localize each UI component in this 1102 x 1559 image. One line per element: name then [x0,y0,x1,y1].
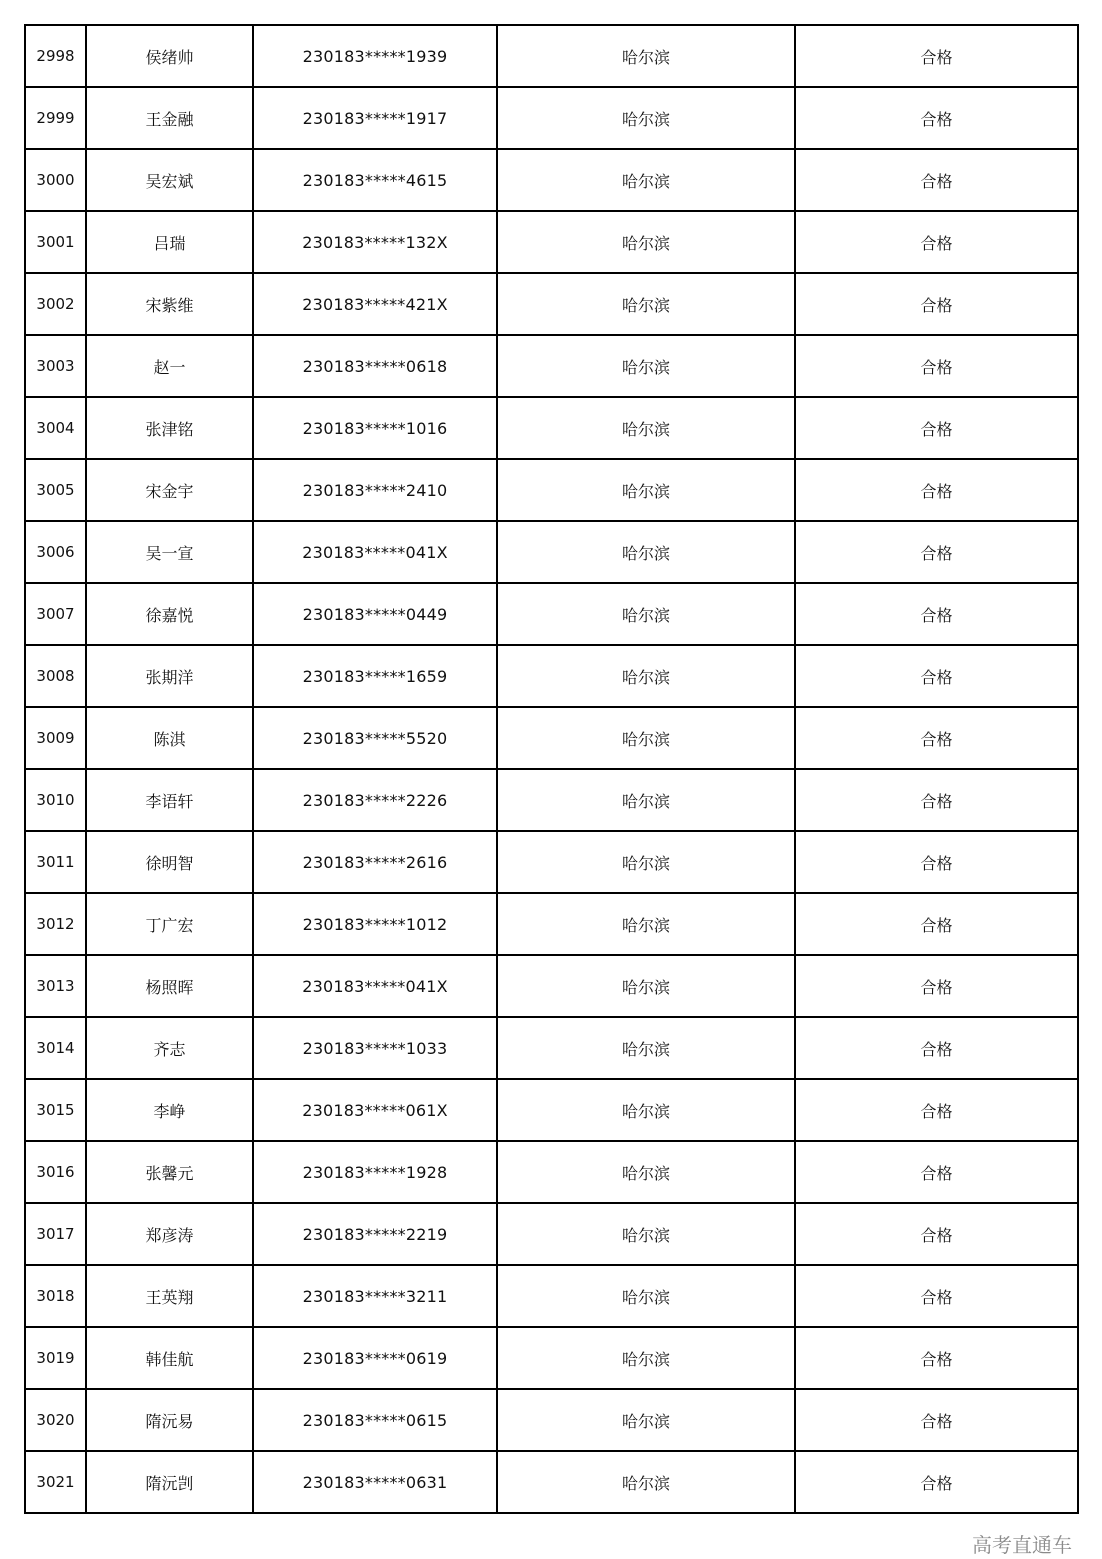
name-cell: 王英翔 [86,1265,253,1327]
id-number-cell: 230183*****1928 [253,1141,497,1203]
row-number-cell: 3016 [25,1141,86,1203]
row-number-cell: 3015 [25,1079,86,1141]
id-number-cell: 230183*****5520 [253,707,497,769]
table-row [25,87,1078,149]
name-cell: 陈淇 [86,707,253,769]
id-number-cell: 230183*****4615 [253,149,497,211]
row-number-cell: 3010 [25,769,86,831]
id-number-cell: 230183*****3211 [253,1265,497,1327]
name-cell: 徐嘉悦 [86,583,253,645]
name-cell: 隋沅剀 [86,1451,253,1513]
result-cell: 合格 [795,1327,1078,1389]
name-cell: 徐明智 [86,831,253,893]
city-cell: 哈尔滨 [497,645,795,707]
row-number-cell: 3011 [25,831,86,893]
city-cell: 哈尔滨 [497,955,795,1017]
result-cell: 合格 [795,583,1078,645]
city-cell: 哈尔滨 [497,1451,795,1513]
city-cell: 哈尔滨 [497,769,795,831]
table-row [25,211,1078,273]
id-number-cell: 230183*****1939 [253,25,497,87]
name-cell: 李峥 [86,1079,253,1141]
table-row [25,1017,1078,1079]
result-cell: 合格 [795,645,1078,707]
result-cell: 合格 [795,1451,1078,1513]
table-row [25,1265,1078,1327]
name-cell: 宋金宇 [86,459,253,521]
table-row [25,397,1078,459]
id-number-cell: 230183*****041X [253,955,497,1017]
name-cell: 张期洋 [86,645,253,707]
result-cell: 合格 [795,1141,1078,1203]
table-row [25,25,1078,87]
row-number-cell: 3000 [25,149,86,211]
city-cell: 哈尔滨 [497,1079,795,1141]
roster-table-body [25,25,1078,1513]
row-number-cell: 3013 [25,955,86,1017]
row-number-cell: 2999 [25,87,86,149]
result-cell: 合格 [795,273,1078,335]
row-number-cell: 3005 [25,459,86,521]
id-number-cell: 230183*****0615 [253,1389,497,1451]
table-row [25,1451,1078,1513]
table-row [25,955,1078,1017]
table-row [25,831,1078,893]
city-cell: 哈尔滨 [497,1017,795,1079]
table-row [25,1203,1078,1265]
name-cell: 吴宏斌 [86,149,253,211]
city-cell: 哈尔滨 [497,831,795,893]
city-cell: 哈尔滨 [497,149,795,211]
id-number-cell: 230183*****132X [253,211,497,273]
name-cell: 王金融 [86,87,253,149]
result-cell: 合格 [795,1203,1078,1265]
city-cell: 哈尔滨 [497,273,795,335]
table-row [25,1327,1078,1389]
row-number-cell: 3018 [25,1265,86,1327]
name-cell: 杨照晖 [86,955,253,1017]
id-number-cell: 230183*****2616 [253,831,497,893]
id-number-cell: 230183*****2226 [253,769,497,831]
id-number-cell: 230183*****0618 [253,335,497,397]
id-number-cell: 230183*****1033 [253,1017,497,1079]
city-cell: 哈尔滨 [497,397,795,459]
result-cell: 合格 [795,1079,1078,1141]
city-cell: 哈尔滨 [497,335,795,397]
result-cell: 合格 [795,397,1078,459]
city-cell: 哈尔滨 [497,1203,795,1265]
table-row [25,893,1078,955]
name-cell: 赵一 [86,335,253,397]
name-cell: 吴一宣 [86,521,253,583]
result-cell: 合格 [795,1389,1078,1451]
id-number-cell: 230183*****421X [253,273,497,335]
row-number-cell: 3002 [25,273,86,335]
city-cell: 哈尔滨 [497,1265,795,1327]
result-cell: 合格 [795,149,1078,211]
row-number-cell: 3020 [25,1389,86,1451]
name-cell: 李语轩 [86,769,253,831]
table-row [25,645,1078,707]
name-cell: 韩佳航 [86,1327,253,1389]
table-row [25,459,1078,521]
result-cell: 合格 [795,459,1078,521]
id-number-cell: 230183*****0631 [253,1451,497,1513]
city-cell: 哈尔滨 [497,1327,795,1389]
row-number-cell: 3019 [25,1327,86,1389]
result-cell: 合格 [795,769,1078,831]
result-cell: 合格 [795,1265,1078,1327]
result-cell: 合格 [795,211,1078,273]
id-number-cell: 230183*****061X [253,1079,497,1141]
name-cell: 张馨元 [86,1141,253,1203]
table-row [25,273,1078,335]
result-cell: 合格 [795,87,1078,149]
table-row [25,769,1078,831]
name-cell: 宋紫维 [86,273,253,335]
table-row [25,1389,1078,1451]
row-number-cell: 3012 [25,893,86,955]
row-number-cell: 3001 [25,211,86,273]
city-cell: 哈尔滨 [497,893,795,955]
name-cell: 齐志 [86,1017,253,1079]
city-cell: 哈尔滨 [497,583,795,645]
row-number-cell: 3021 [25,1451,86,1513]
row-number-cell: 3008 [25,645,86,707]
result-cell: 合格 [795,955,1078,1017]
table-row [25,707,1078,769]
id-number-cell: 230183*****0619 [253,1327,497,1389]
id-number-cell: 230183*****1659 [253,645,497,707]
table-row [25,583,1078,645]
name-cell: 郑彦涛 [86,1203,253,1265]
row-number-cell: 3003 [25,335,86,397]
city-cell: 哈尔滨 [497,25,795,87]
result-cell: 合格 [795,1017,1078,1079]
name-cell: 张津铭 [86,397,253,459]
watermark-text: 高考直通车 [972,1533,1072,1557]
city-cell: 哈尔滨 [497,87,795,149]
table-row [25,1079,1078,1141]
result-cell: 合格 [795,25,1078,87]
table-row [25,521,1078,583]
table-row [25,1141,1078,1203]
row-number-cell: 3009 [25,707,86,769]
city-cell: 哈尔滨 [497,211,795,273]
result-cell: 合格 [795,831,1078,893]
name-cell: 吕瑞 [86,211,253,273]
row-number-cell: 3014 [25,1017,86,1079]
id-number-cell: 230183*****0449 [253,583,497,645]
id-number-cell: 230183*****1012 [253,893,497,955]
id-number-cell: 230183*****2219 [253,1203,497,1265]
id-number-cell: 230183*****1917 [253,87,497,149]
id-number-cell: 230183*****041X [253,521,497,583]
row-number-cell: 2998 [25,25,86,87]
row-number-cell: 3007 [25,583,86,645]
row-number-cell: 3017 [25,1203,86,1265]
table-row [25,335,1078,397]
name-cell: 隋沅易 [86,1389,253,1451]
row-number-cell: 3004 [25,397,86,459]
result-cell: 合格 [795,707,1078,769]
name-cell: 侯绪帅 [86,25,253,87]
id-number-cell: 230183*****2410 [253,459,497,521]
city-cell: 哈尔滨 [497,707,795,769]
city-cell: 哈尔滨 [497,1141,795,1203]
roster-table [24,24,1079,1514]
result-cell: 合格 [795,335,1078,397]
city-cell: 哈尔滨 [497,1389,795,1451]
city-cell: 哈尔滨 [497,521,795,583]
result-cell: 合格 [795,893,1078,955]
result-cell: 合格 [795,521,1078,583]
row-number-cell: 3006 [25,521,86,583]
table-row [25,149,1078,211]
id-number-cell: 230183*****1016 [253,397,497,459]
name-cell: 丁广宏 [86,893,253,955]
city-cell: 哈尔滨 [497,459,795,521]
